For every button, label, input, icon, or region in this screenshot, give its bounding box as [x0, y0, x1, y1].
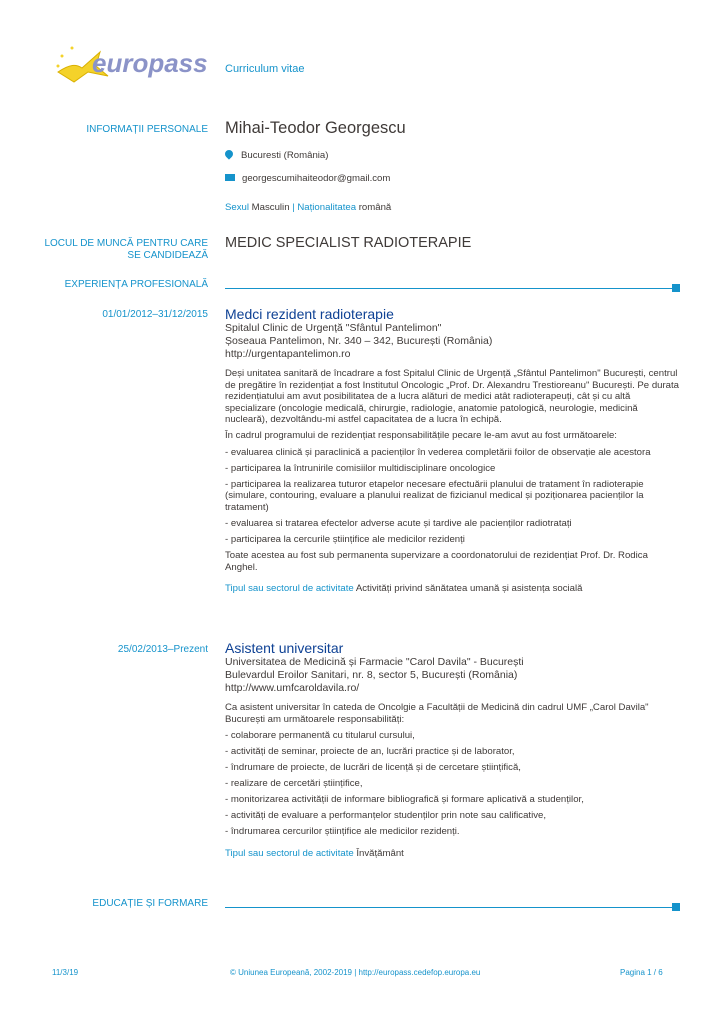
- envelope-icon: [225, 174, 235, 181]
- sector-label: Tipul sau sectorul de activitate: [225, 847, 354, 859]
- footer-page-number: Pagina 1 / 6: [620, 968, 663, 977]
- nationality-value: română: [358, 202, 392, 213]
- description-paragraph: - îndrumare de proiecte, de lucrări de licență și de cercetare științifică,: [225, 761, 521, 773]
- location-row: [225, 150, 328, 161]
- description-paragraph: În cadrul programului de rezidențiat responsabilitățile pecare le-am avut au fost următoarele:: [225, 430, 617, 442]
- address: Bulevardul Eroilor Sanitari, nr. 8, sector 5, București (România): [225, 669, 518, 681]
- description-paragraph: - participarea la realizarea tuturor etapelor necesare efectuării planului de tratament în radioterapie (simulare, contouring, evaluare a planului realizat de fizicianul medical și poziționarea pacienților la tratament): [225, 478, 644, 513]
- experience-item: [225, 306, 680, 600]
- job-title: Asistent universitar: [225, 640, 344, 656]
- footer-date: 11/3/19: [52, 968, 79, 977]
- job-title: Medci rezident radioterapie: [225, 306, 394, 322]
- description-paragraph: - monitorizarea activității de informare bibliografică și formare aplicativă a studenților,: [225, 794, 584, 806]
- employer-link[interactable]: http://urgentapantelimon.ro: [225, 348, 351, 360]
- europass-logo: [52, 42, 212, 88]
- employer: Universitatea de Medicină și Farmacie "Carol Davila" - București: [225, 656, 524, 668]
- location-pin-icon: [223, 148, 234, 159]
- description-paragraph: - realizare de cercetări științifice,: [225, 777, 363, 789]
- section-label-personal: INFORMAȚII PERSONALE: [86, 124, 208, 135]
- description-paragraph: - evaluarea clinică și paraclinică a pacienților în vederea completării foilor de observație ale acestora: [225, 446, 651, 458]
- sex-label: Sexul: [225, 202, 249, 213]
- email-text[interactable]: georgescumihaiteodor@gmail.com: [242, 173, 391, 184]
- employer-link[interactable]: http://www.umfcaroldavila.ro/: [225, 682, 360, 694]
- sector-row: [225, 583, 680, 595]
- nationality-label: Naționalitatea: [297, 202, 357, 213]
- description-paragraph: - evaluarea si tratarea efectelor adverse acute și tardive ale pacienților radiotratați: [225, 518, 572, 530]
- sex-nationality: [225, 202, 391, 213]
- description-paragraph: - activități de evaluare a performanțelor studenților prin note sau calificative,: [225, 810, 547, 822]
- description-paragraph: Deși unitatea sanitară de încadrare a fost Spitalul Clinic de Urgență „Sfântul Pantelimon" București, centrul de pregătire în rezidențiat a fost Institutul Oncologic „Prof. Dr. Alexandru Trestioreanu" București. Pe durata rezidențiatului am avut posibilitatea de a lucra alături de medici atât radioterapeuți, cât și cu altă specializare (oncologie medicală, chirurgie, radiologie, anatomie patologică, neurologie, medicină nucleară), dezvoltându-mi astfel capacitatea de a lucra în echipă.: [225, 368, 680, 426]
- employer: Spitalul Clinic de Urgență "Sfântul Pantelimon": [225, 322, 442, 334]
- footer-copyright: © Uniunea Europeană, 2002-2019 | http://europass.cedefop.europa.eu: [230, 968, 481, 977]
- section-label-job: LOCUL DE MUNCĂ PENTRU CARE SE CANDIDEAZĂ: [44, 238, 208, 261]
- description-paragraph: - îndrumarea cercurilor științifice ale medicilor rezidenți.: [225, 826, 460, 838]
- person-name: Mihai-Teodor Georgescu: [225, 119, 406, 137]
- description-paragraph: - activități de seminar, proiecte de an, lucrări practice și de laborator,: [225, 745, 515, 757]
- sector-row: [225, 848, 680, 860]
- sector-label: Tipul sau sectorul de activitate: [225, 583, 354, 595]
- job-dates: 01/01/2012–31/12/2015: [102, 309, 208, 320]
- location-text: Bucuresti (România): [241, 150, 329, 161]
- section-divider: [225, 907, 680, 908]
- section-divider: [225, 288, 680, 289]
- separator: |: [292, 202, 295, 213]
- description-paragraph: - participarea la cercurile științifice ale medicilor rezidenți: [225, 534, 465, 546]
- address: Șoseaua Pantelimon, Nr. 340 – 342, București (România): [225, 335, 493, 347]
- logo-text: europass: [92, 48, 208, 78]
- description-paragraph: - colaborare permanentă cu titularul cursului,: [225, 729, 415, 741]
- description-paragraph: Toate acestea au fost sub permanenta supervizare a coordonatorului de rezidențiat Prof. Dr. Rodica Anghel.: [225, 550, 648, 573]
- sex-value: Masculin: [251, 202, 290, 213]
- job-applied: MEDIC SPECIALIST RADIOTERAPIE: [225, 235, 472, 251]
- email-row: [225, 173, 390, 184]
- description-paragraph: Ca asistent universitar în cateda de Oncolgie a Facultății de Medicină din cadrul UMF „Carol Davila" București am următoarele responsabilități:: [225, 702, 649, 725]
- section-label-experience: EXPERIENȚA PROFESIONALĂ: [64, 279, 208, 290]
- document-title: Curriculum vitae: [225, 63, 305, 75]
- sector-value: Învățământ: [356, 847, 404, 859]
- description-paragraph: - participarea la întrunirile comisiilor multidisciplinare oncologice: [225, 462, 496, 474]
- section-label-education: EDUCAȚIE ȘI FORMARE: [92, 898, 208, 909]
- experience-item: [225, 640, 680, 864]
- sector-value: Activități privind sănătatea umană și asistența socială: [355, 583, 583, 595]
- job-dates: 25/02/2013–Prezent: [117, 644, 208, 655]
